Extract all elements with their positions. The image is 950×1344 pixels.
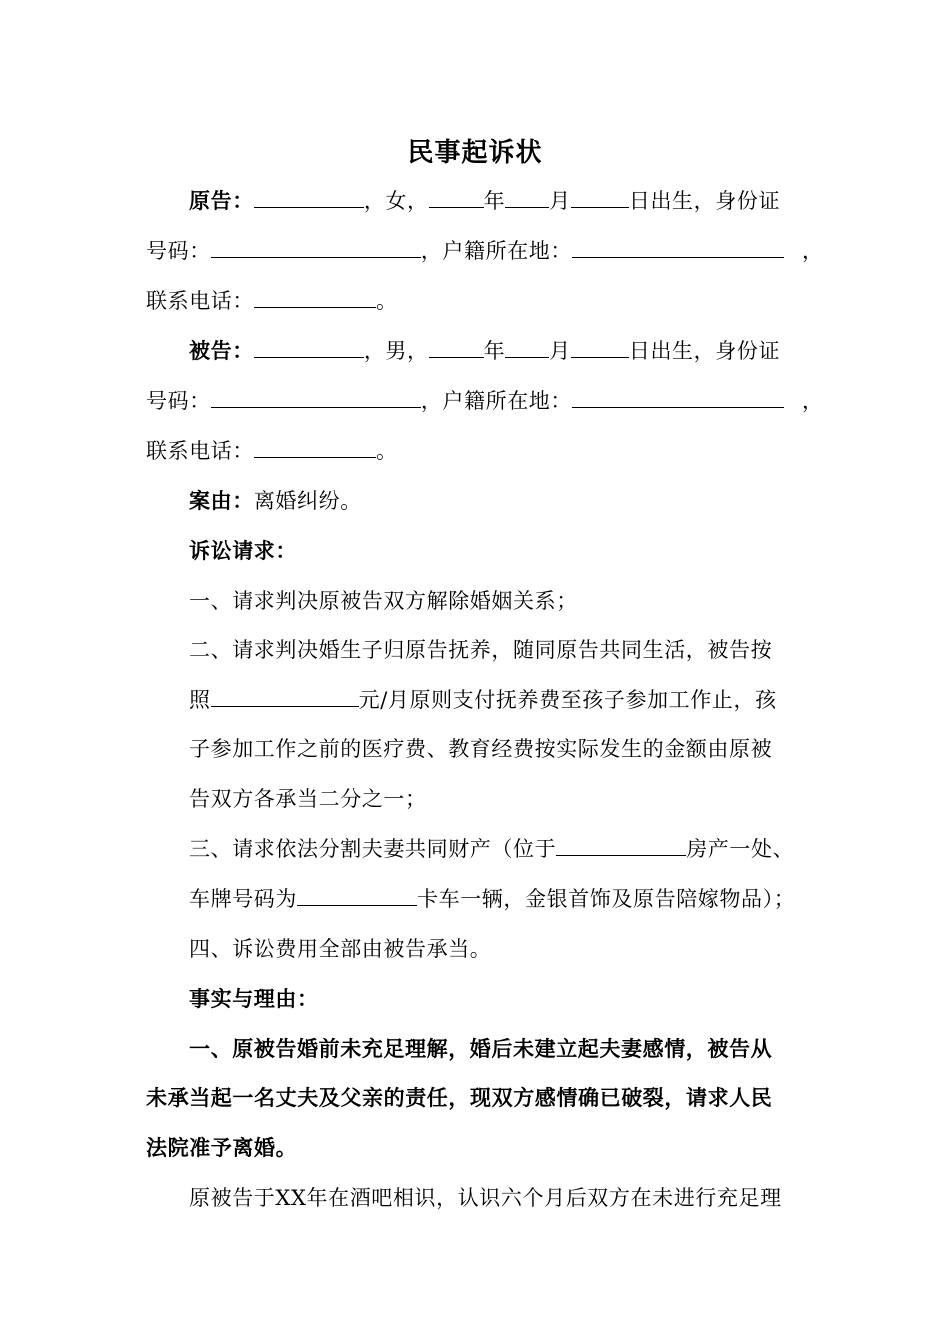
defendant-period: 。 [376,439,398,463]
claim-item-1: 一、请求判决原被告双方解除婚姻关系； [189,589,578,613]
plaintiff-id-label: 号码： [146,239,211,263]
defendant-month-blank [505,339,549,358]
plaintiff-id-blank [211,239,421,258]
support-amount-blank [211,688,359,707]
property-location-blank [556,837,686,856]
claim-item-2-line-2 [189,685,777,715]
defendant-line-2 [146,386,784,416]
plaintiff-year: 年 [483,189,506,213]
claim-item-3-prefix: 三、请求依法分割夫妻共同财产（位于 [189,837,557,861]
case-cause-value: 离婚纠纷。 [253,489,362,513]
claim-item-2-prefix: 照 [189,688,211,712]
facts-point-1-line-1: 一、原被告婚前未充足理解，婚后未建立起夫妻感情，被告从 [189,1036,773,1061]
plaintiff-phone-blank [254,289,376,308]
facts-point-1-line-3: 法院准予离婚。 [146,1135,298,1160]
facts-point-1-line-2: 未承当起一名丈夫及父亲的责任，现双方感情确已破裂，请求人民 [146,1085,773,1110]
plaintiff-year-blank [429,189,484,208]
plaintiff-comma: ， [802,239,824,263]
defendant-line-3 [146,436,398,466]
plaintiff-month-blank [505,189,549,208]
plaintiff-gender: ，女， [363,189,429,213]
defendant-line-1 [189,336,780,366]
case-cause-line [189,486,362,516]
defendant-id-label: 号码： [146,389,211,413]
case-cause-label: 案由： [189,488,254,513]
plaintiff-period: 。 [376,289,398,313]
defendant-phone-blank [254,439,376,458]
defendant-day-blank [571,339,629,358]
plaintiff-day-blank [571,189,629,208]
plaintiff-hukou-label: ，户籍所在地： [420,239,573,263]
defendant-hukou-label: ，户籍所在地： [420,389,573,413]
claim-item-4: 四、诉讼费用全部由被告承当。 [189,937,492,961]
plaintiff-hukou-blank [572,239,784,258]
plaintiff-label: 原告： [189,188,254,213]
defendant-gender: ，男， [363,339,429,363]
plaintiff-month: 月 [549,189,571,213]
facts-paragraph-1-line-1: 原被告于XX年在酒吧相识，认识六个月后双方在未进行充足理 [189,1186,782,1210]
plaintiff-line-3 [146,286,398,316]
document-title: 民事起诉状 [407,138,543,168]
defendant-name-blank [254,339,364,358]
claim-item-3-plate-suffix: 卡车一辆，金银首饰及原告陪嫁物品）； [417,887,796,911]
claim-item-3-suffix: 房产一处、 [686,837,795,861]
claims-heading: 诉讼请求： [189,538,297,563]
defendant-label: 被告： [189,338,254,363]
claim-item-3-plate-prefix: 车牌号码为 [189,887,297,911]
claim-item-2-line-4: 告双方各承当二分之一； [189,787,427,811]
defendant-id-blank [211,389,421,408]
claim-item-3-line-1 [189,834,794,864]
defendant-year: 年 [483,339,506,363]
claim-item-3-line-2 [189,884,795,914]
claim-item-2-suffix: 元/月原则支付抚养费至孩子参加工作止，孩 [358,688,777,712]
plaintiff-line-2 [146,236,784,266]
claim-item-2-line-3: 子参加工作之前的医疗费、教育经费按实际发生的金额由原被 [189,737,773,761]
defendant-month: 月 [549,339,571,363]
defendant-phone-label: 联系电话： [146,439,254,463]
plaintiff-name-blank [254,189,364,208]
defendant-year-blank [429,339,484,358]
defendant-comma: ， [802,389,824,413]
defendant-hukou-blank [572,389,784,408]
plate-number-blank [297,887,417,906]
plaintiff-line-1 [189,186,780,216]
facts-heading: 事实与理由： [189,986,319,1011]
claim-item-2-line-1: 二、请求判决婚生子归原告抚养，随同原告共同生活，被告按 [189,638,773,662]
plaintiff-phone-label: 联系电话： [146,289,254,313]
plaintiff-birth: 日出生，身份证 [628,189,781,213]
defendant-birth: 日出生，身份证 [628,339,781,363]
